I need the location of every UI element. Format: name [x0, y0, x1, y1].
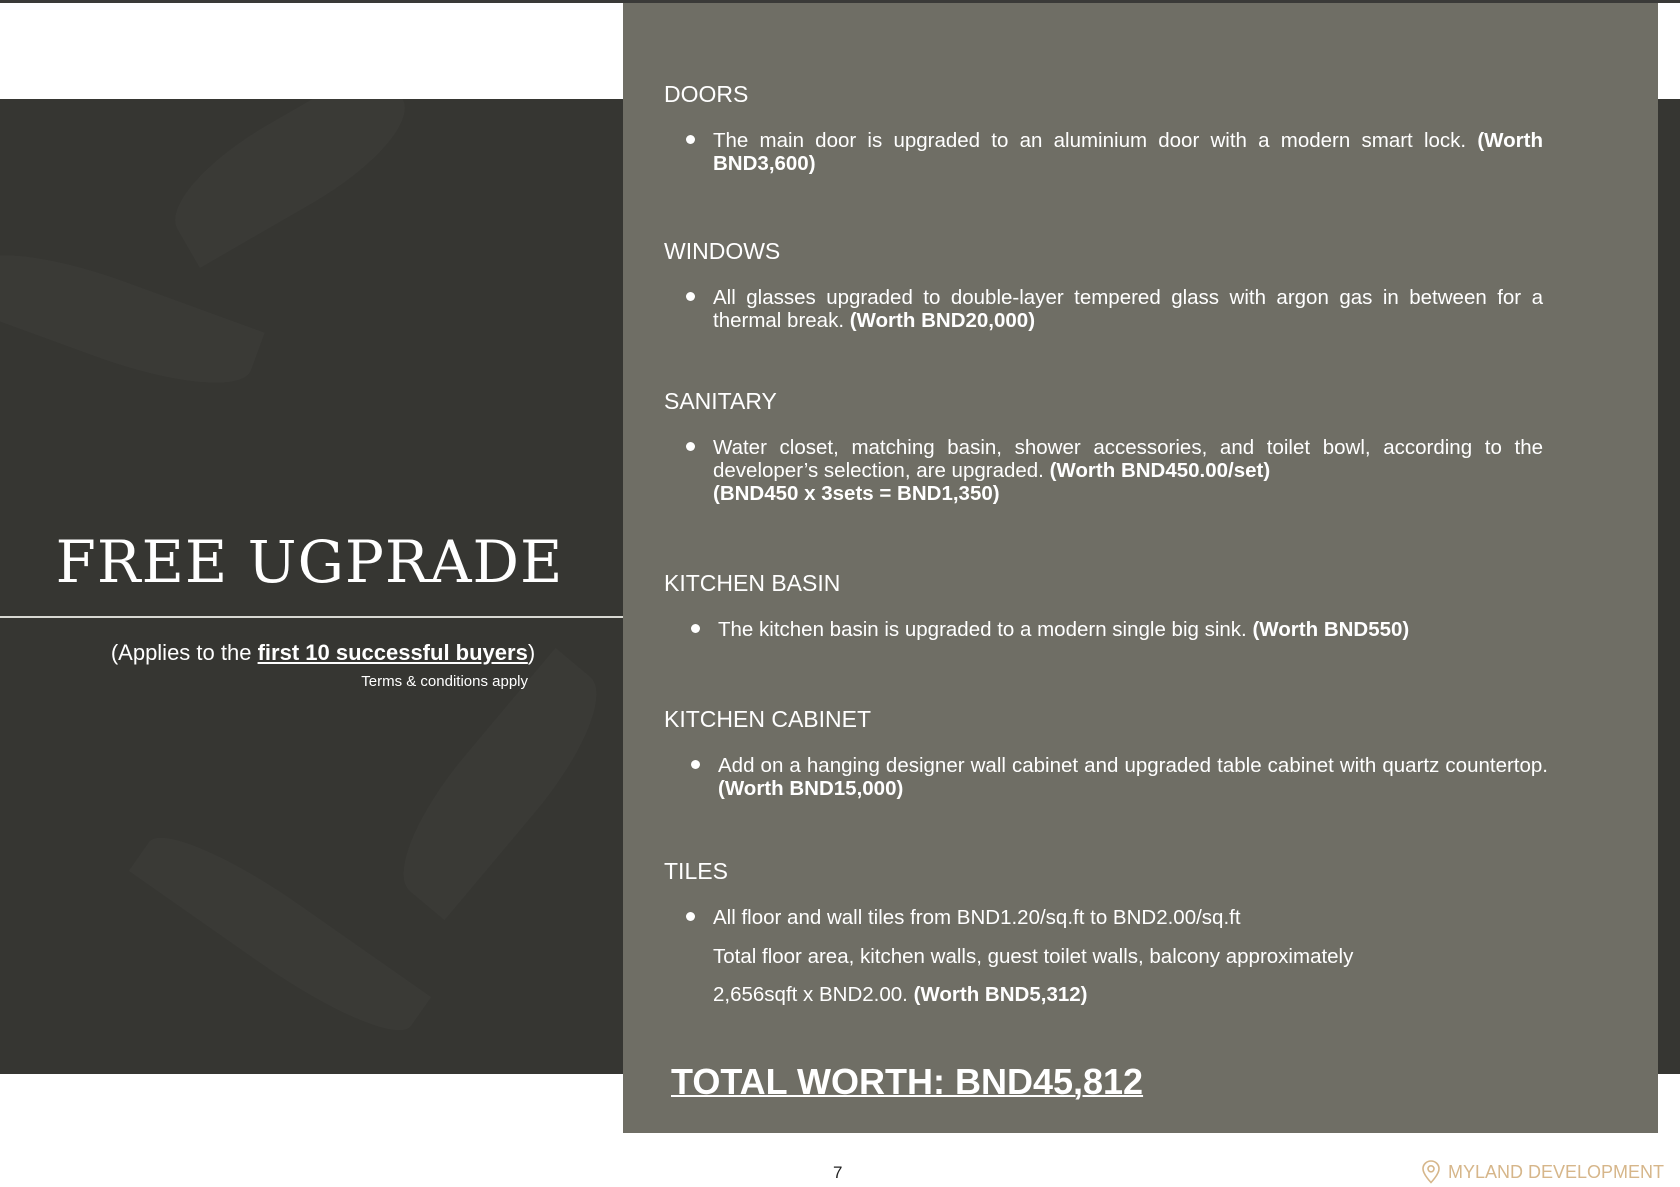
kitchen-basin-item — [718, 618, 1548, 641]
section-title-tiles: TILES — [664, 858, 728, 884]
kitchen-cabinet-worth: (Worth BND15,000) — [718, 777, 904, 800]
section-title-sanitary: SANITARY — [664, 388, 777, 414]
applies-note — [0, 640, 646, 666]
sanitary-worth: (Worth BND450.00/set) — [1049, 459, 1271, 482]
doors-text: The main door is upgraded to an aluminium door with a modern smart lock. — [713, 129, 1467, 152]
tiles-calc: 2,656sqft x BND2.00. — [713, 983, 908, 1006]
kitchen-cabinet-text: Add on a hanging designer wall cabinet and upgraded table cabinet with quartz countertop. — [718, 754, 1548, 777]
leaf-decoration — [155, 99, 425, 268]
divider — [0, 616, 623, 618]
windows-item — [713, 286, 1543, 332]
windows-text: All glasses upgraded to double-layer tempered glass with argon gas in between for a thermal break. — [713, 286, 1543, 332]
tiles-worth: (Worth BND5,312) — [913, 983, 1088, 1006]
kitchen-cabinet-item — [718, 754, 1548, 800]
sanitary-item — [713, 436, 1543, 505]
applies-suffix: ) — [527, 640, 536, 665]
bullet — [691, 624, 700, 633]
doors-item — [713, 129, 1543, 175]
upgrade-list-panel — [623, 3, 1658, 1133]
footer-brand — [1418, 1159, 1664, 1185]
section-title-windows: WINDOWS — [664, 238, 781, 264]
bullet — [686, 292, 695, 301]
location-pin-icon — [1418, 1159, 1444, 1185]
terms-note: Terms & conditions apply — [361, 673, 528, 690]
tiles-line-2: Total floor area, kitchen walls, guest toilet walls, balcony approximately — [713, 945, 1354, 968]
applies-highlight: first 10 successful buyers — [257, 640, 528, 665]
tiles-line-1: All floor and wall tiles from BND1.20/sq.ft to BND2.00/sq.ft — [713, 906, 1241, 929]
brand-name: MYLAND DEVELOPMENT — [1448, 1161, 1665, 1182]
bullet — [686, 912, 695, 921]
doors-worth: (Worth BND3,600) — [713, 129, 1543, 175]
windows-worth: (Worth BND20,000) — [849, 309, 1036, 332]
page-title: FREE UGPRADE — [55, 528, 564, 596]
total-worth: TOTAL WORTH: BND45,812 — [671, 1061, 1144, 1102]
kitchen-basin-worth: (Worth BND550) — [1252, 618, 1410, 641]
applies-prefix: (Applies to the — [110, 640, 258, 665]
bullet — [686, 442, 695, 451]
sanitary-calc: (BND450 x 3sets = BND1,350) — [713, 482, 1000, 505]
right-edge-strip — [1658, 99, 1680, 1074]
page-number: 7 — [833, 1163, 843, 1182]
tiles-line-3 — [713, 983, 1087, 1007]
bullet — [686, 135, 695, 144]
bullet — [691, 760, 700, 769]
section-title-kitchen-cabinet: KITCHEN CABINET — [664, 706, 872, 732]
kitchen-basin-text: The kitchen basin is upgraded to a modern single big sink. — [718, 618, 1247, 641]
sanitary-text: Water closet, matching basin, shower accessories, and toilet bowl, according to the developer’s selection, are upgraded. — [713, 436, 1543, 482]
leaf-decoration — [0, 230, 265, 408]
section-title-doors: DOORS — [664, 81, 749, 107]
leaf-decoration — [129, 814, 431, 1055]
section-title-kitchen-basin: KITCHEN BASIN — [664, 570, 841, 596]
